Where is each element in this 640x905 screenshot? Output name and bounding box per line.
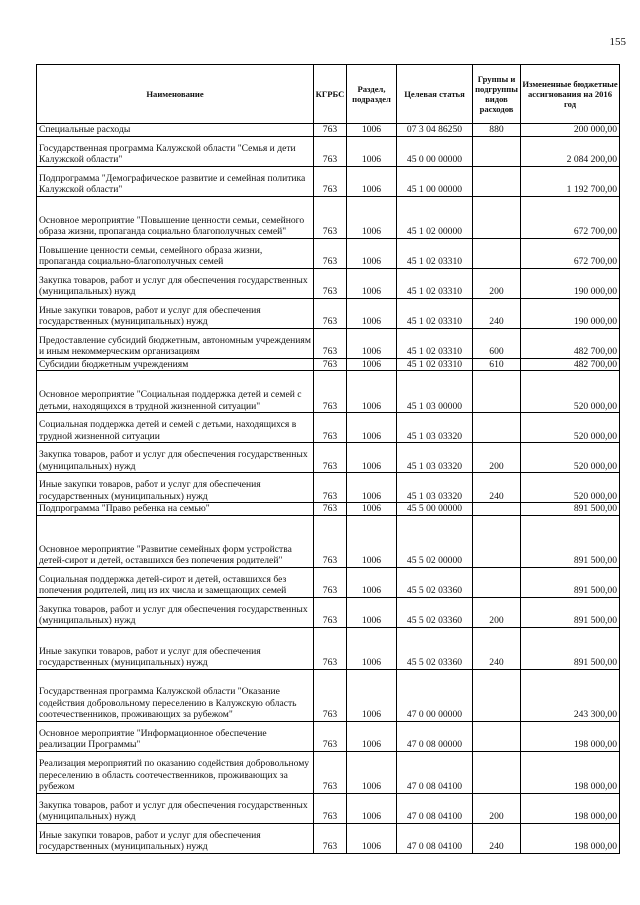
cell-name: Специальные расходы <box>37 124 314 137</box>
cell-target: 45 1 02 03310 <box>397 238 473 268</box>
cell-amount: 198 000,00 <box>521 751 620 793</box>
cell-name: Субсидии бюджетным учреждениям <box>37 358 314 371</box>
cell-group <box>473 515 521 567</box>
cell-kgrbs: 763 <box>314 413 347 443</box>
cell-section: 1006 <box>347 238 397 268</box>
cell-name: Социальная поддержка детей-сирот и детей, оставшихся без попечения родителей, лиц из их числа и замещающих семей <box>37 567 314 597</box>
cell-target: 45 1 03 00000 <box>397 371 473 413</box>
cell-section: 1006 <box>347 268 397 298</box>
cell-kgrbs: 763 <box>314 721 347 751</box>
cell-name: Подпрограмма "Демографическое развитие и семейная политика Калужской области" <box>37 166 314 196</box>
cell-kgrbs: 763 <box>314 196 347 238</box>
cell-name: Подпрограмма "Право ребенка на семью" <box>37 503 314 516</box>
table-row <box>37 298 620 328</box>
cell-name: Социальная поддержка детей и семей с детьми, находящихся в трудной жизненной ситуации <box>37 413 314 443</box>
header-target: Целевая статья <box>397 65 473 124</box>
cell-group: 200 <box>473 793 521 823</box>
cell-amount: 891 500,00 <box>521 515 620 567</box>
cell-amount: 520 000,00 <box>521 443 620 473</box>
cell-section: 1006 <box>347 358 397 371</box>
cell-group <box>473 136 521 166</box>
cell-group <box>473 669 521 721</box>
header-group: Группы и подгруппы видов расходов <box>473 65 521 124</box>
table-row <box>37 721 620 751</box>
cell-amount: 198 000,00 <box>521 823 620 853</box>
cell-amount: 190 000,00 <box>521 268 620 298</box>
budget-table <box>36 64 620 854</box>
cell-name: Иные закупки товаров, работ и услуг для обеспечения государственных (муниципальных) нужд <box>37 823 314 853</box>
cell-target: 07 3 04 86250 <box>397 124 473 137</box>
cell-group <box>473 413 521 443</box>
cell-group: 610 <box>473 358 521 371</box>
cell-kgrbs: 763 <box>314 358 347 371</box>
cell-target: 45 5 02 03360 <box>397 627 473 669</box>
cell-name: Закупка товаров, работ и услуг для обеспечения государственных (муниципальных) нужд <box>37 597 314 627</box>
table-header-row <box>37 65 620 124</box>
cell-section: 1006 <box>347 823 397 853</box>
table-row <box>37 358 620 371</box>
cell-kgrbs: 763 <box>314 515 347 567</box>
cell-group <box>473 196 521 238</box>
table-row <box>37 751 620 793</box>
table-row <box>37 413 620 443</box>
table-row <box>37 793 620 823</box>
cell-target: 45 1 02 00000 <box>397 196 473 238</box>
cell-group: 240 <box>473 473 521 503</box>
cell-target: 45 1 02 03310 <box>397 328 473 358</box>
page-number: 155 <box>609 36 626 48</box>
table-row <box>37 371 620 413</box>
cell-section: 1006 <box>347 627 397 669</box>
cell-amount: 891 500,00 <box>521 567 620 597</box>
cell-section: 1006 <box>347 721 397 751</box>
cell-group <box>473 503 521 516</box>
cell-target: 47 0 08 04100 <box>397 793 473 823</box>
cell-group: 240 <box>473 823 521 853</box>
cell-section: 1006 <box>347 473 397 503</box>
cell-target: 45 1 03 03320 <box>397 413 473 443</box>
cell-group <box>473 371 521 413</box>
cell-section: 1006 <box>347 567 397 597</box>
cell-kgrbs: 763 <box>314 793 347 823</box>
cell-target: 45 1 03 03320 <box>397 473 473 503</box>
table-body <box>37 124 620 854</box>
cell-amount: 2 084 200,00 <box>521 136 620 166</box>
cell-amount: 482 700,00 <box>521 328 620 358</box>
cell-kgrbs: 763 <box>314 443 347 473</box>
cell-amount: 520 000,00 <box>521 371 620 413</box>
cell-kgrbs: 763 <box>314 503 347 516</box>
cell-section: 1006 <box>347 328 397 358</box>
cell-group: 240 <box>473 298 521 328</box>
cell-name: Иные закупки товаров, работ и услуг для обеспечения государственных (муниципальных) нужд <box>37 627 314 669</box>
table-row <box>37 597 620 627</box>
cell-target: 45 1 02 03310 <box>397 298 473 328</box>
cell-name: Иные закупки товаров, работ и услуг для обеспечения государственных (муниципальных) нужд <box>37 473 314 503</box>
cell-amount: 672 700,00 <box>521 196 620 238</box>
cell-name: Основное мероприятие "Информационное обеспечение реализации Программы" <box>37 721 314 751</box>
cell-amount: 1 192 700,00 <box>521 166 620 196</box>
cell-section: 1006 <box>347 196 397 238</box>
cell-amount: 243 300,00 <box>521 669 620 721</box>
cell-name: Закупка товаров, работ и услуг для обеспечения государственных (муниципальных) нужд <box>37 793 314 823</box>
cell-group <box>473 751 521 793</box>
table-row <box>37 328 620 358</box>
cell-kgrbs: 763 <box>314 567 347 597</box>
cell-section: 1006 <box>347 443 397 473</box>
cell-target: 45 0 00 00000 <box>397 136 473 166</box>
cell-group <box>473 721 521 751</box>
cell-kgrbs: 763 <box>314 298 347 328</box>
cell-target: 45 1 02 03310 <box>397 358 473 371</box>
cell-kgrbs: 763 <box>314 371 347 413</box>
cell-group <box>473 238 521 268</box>
cell-amount: 891 500,00 <box>521 627 620 669</box>
cell-target: 45 5 02 03360 <box>397 597 473 627</box>
cell-name: Иные закупки товаров, работ и услуг для обеспечения государственных (муниципальных) нужд <box>37 298 314 328</box>
cell-amount: 891 500,00 <box>521 503 620 516</box>
table-row <box>37 166 620 196</box>
table-row <box>37 567 620 597</box>
cell-amount: 198 000,00 <box>521 721 620 751</box>
table-row <box>37 627 620 669</box>
cell-amount: 200 000,00 <box>521 124 620 137</box>
cell-name: Основное мероприятие "Развитие семейных форм устройства детей-сирот и детей, оставшихся без попечения родителей" <box>37 515 314 567</box>
cell-group: 200 <box>473 443 521 473</box>
cell-amount: 891 500,00 <box>521 597 620 627</box>
cell-section: 1006 <box>347 751 397 793</box>
cell-name: Основное мероприятие "Социальная поддержка детей и семей с детьми, находящихся в трудной жизненной ситуации" <box>37 371 314 413</box>
cell-section: 1006 <box>347 166 397 196</box>
cell-target: 45 1 00 00000 <box>397 166 473 196</box>
cell-section: 1006 <box>347 515 397 567</box>
cell-section: 1006 <box>347 124 397 137</box>
cell-group: 200 <box>473 268 521 298</box>
cell-kgrbs: 763 <box>314 473 347 503</box>
cell-kgrbs: 763 <box>314 124 347 137</box>
cell-name: Реализация мероприятий по оказанию содействия добровольному переселению в область соотечественников, проживающих за рубежом <box>37 751 314 793</box>
cell-name: Закупка товаров, работ и услуг для обеспечения государственных (муниципальных) нужд <box>37 268 314 298</box>
cell-target: 47 0 00 00000 <box>397 669 473 721</box>
cell-kgrbs: 763 <box>314 823 347 853</box>
cell-target: 45 1 03 03320 <box>397 443 473 473</box>
cell-kgrbs: 763 <box>314 238 347 268</box>
cell-group <box>473 567 521 597</box>
header-kgrbs: КГРБС <box>314 65 347 124</box>
table-row <box>37 443 620 473</box>
cell-kgrbs: 763 <box>314 136 347 166</box>
table-row <box>37 124 620 137</box>
table-row <box>37 503 620 516</box>
cell-group: 600 <box>473 328 521 358</box>
cell-kgrbs: 763 <box>314 751 347 793</box>
cell-name: Основное мероприятие "Повышение ценности семьи, семейного образа жизни, пропаганда социально благополучных семей" <box>37 196 314 238</box>
cell-section: 1006 <box>347 413 397 443</box>
cell-target: 47 0 08 00000 <box>397 721 473 751</box>
table-row <box>37 515 620 567</box>
cell-name: Повышение ценности семьи, семейного образа жизни, пропаганда социально-благополучных семей <box>37 238 314 268</box>
cell-name: Государственная программа Калужской области "Оказание содействия добровольному переселению в Калужскую область соотечественников, проживающих за рубежом" <box>37 669 314 721</box>
cell-kgrbs: 763 <box>314 328 347 358</box>
table-row <box>37 473 620 503</box>
cell-group: 880 <box>473 124 521 137</box>
cell-section: 1006 <box>347 503 397 516</box>
cell-name: Государственная программа Калужской области "Семья и дети Калужской области" <box>37 136 314 166</box>
cell-target: 47 0 08 04100 <box>397 751 473 793</box>
cell-section: 1006 <box>347 793 397 823</box>
table-row <box>37 823 620 853</box>
cell-section: 1006 <box>347 298 397 328</box>
cell-amount: 672 700,00 <box>521 238 620 268</box>
cell-kgrbs: 763 <box>314 166 347 196</box>
cell-amount: 190 000,00 <box>521 298 620 328</box>
cell-section: 1006 <box>347 669 397 721</box>
table-row <box>37 238 620 268</box>
cell-kgrbs: 763 <box>314 268 347 298</box>
cell-section: 1006 <box>347 597 397 627</box>
cell-target: 45 5 00 00000 <box>397 503 473 516</box>
table-row <box>37 136 620 166</box>
cell-target: 45 1 02 03310 <box>397 268 473 298</box>
cell-group <box>473 166 521 196</box>
cell-target: 47 0 08 04100 <box>397 823 473 853</box>
cell-kgrbs: 763 <box>314 627 347 669</box>
cell-name: Закупка товаров, работ и услуг для обеспечения государственных (муниципальных) нужд <box>37 443 314 473</box>
cell-group: 200 <box>473 597 521 627</box>
table-row <box>37 669 620 721</box>
cell-amount: 198 000,00 <box>521 793 620 823</box>
cell-kgrbs: 763 <box>314 597 347 627</box>
header-section: Раздел, подраздел <box>347 65 397 124</box>
table-row <box>37 196 620 238</box>
header-amount: Измененные бюджетные ассигнования на 2016 год <box>521 65 620 124</box>
cell-amount: 482 700,00 <box>521 358 620 371</box>
cell-amount: 520 000,00 <box>521 413 620 443</box>
cell-name: Предоставление субсидий бюджетным, автономным учреждениям и иным некоммерческим организациям <box>37 328 314 358</box>
cell-section: 1006 <box>347 371 397 413</box>
cell-target: 45 5 02 00000 <box>397 515 473 567</box>
table-row <box>37 268 620 298</box>
cell-group: 240 <box>473 627 521 669</box>
cell-kgrbs: 763 <box>314 669 347 721</box>
cell-target: 45 5 02 03360 <box>397 567 473 597</box>
cell-section: 1006 <box>347 136 397 166</box>
header-name: Наименование <box>37 65 314 124</box>
cell-amount: 520 000,00 <box>521 473 620 503</box>
